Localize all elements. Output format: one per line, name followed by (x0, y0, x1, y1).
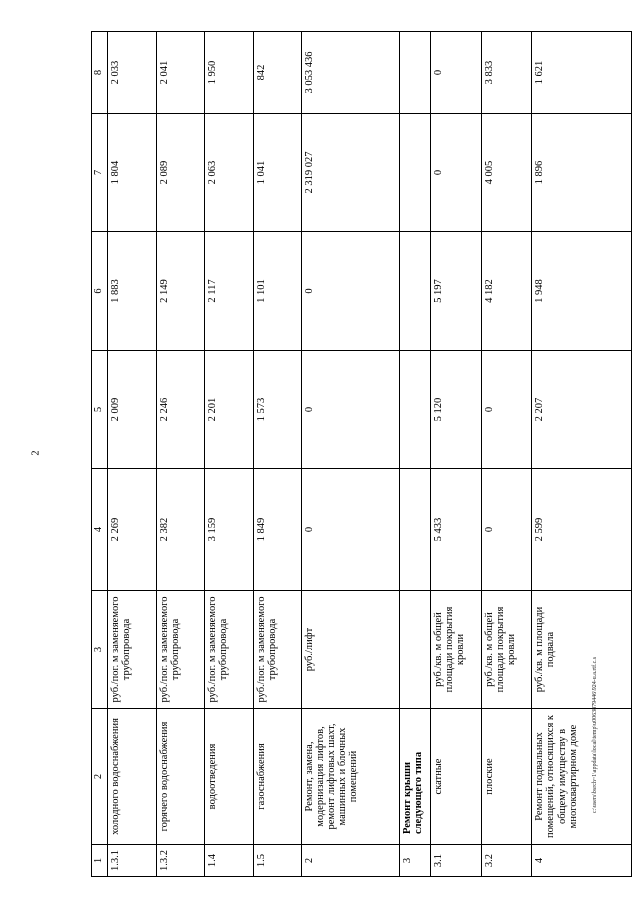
cost-value: 1 041 (253, 114, 302, 232)
unit-of-measure: руб./кв. м площади подвала (532, 591, 632, 709)
cost-value: 2 319 027 (302, 114, 399, 232)
cost-value: 2 033 (108, 32, 157, 114)
cost-value: 2 089 (156, 114, 205, 232)
cost-value: 4 005 (481, 114, 532, 232)
work-type: холодного водоснабжения (108, 709, 157, 845)
cost-value: 3 053 436 (302, 32, 399, 114)
column-number: 1 (92, 845, 108, 877)
table-row (156, 32, 205, 877)
row-number: 4 (532, 845, 632, 877)
cost-value: 2 201 (205, 351, 254, 469)
unit-of-measure: руб./кв. м общей площади покрытия кровли (430, 591, 481, 709)
cost-value: 0 (430, 32, 481, 114)
work-type: Ремонт, замена, модернизация лифтов, ремонт лифтовых шахт, машинных и блочных помещений (302, 709, 399, 845)
table-row (253, 32, 302, 877)
cost-value: 3 159 (205, 469, 254, 591)
work-type: скатные (430, 709, 481, 845)
cost-value: 1 101 (253, 232, 302, 351)
unit-of-measure: руб./пог. м заменяемого трубопровода (253, 591, 302, 709)
work-type: горячего водоснабжения (156, 709, 205, 845)
cost-value: 5 197 (430, 232, 481, 351)
cost-value: 5 120 (430, 351, 481, 469)
row-number: 1.4 (205, 845, 254, 877)
cost-value: 3 833 (481, 32, 532, 114)
unit-of-measure: руб./пог. м заменяемого трубопровода (205, 591, 254, 709)
cost-value: 0 (302, 469, 399, 591)
cost-value: 2 207 (532, 351, 632, 469)
work-type: водоотведения (205, 709, 254, 845)
work-type: Ремонт подвальных помещений, относящихся к общему имуществу в многоквартирном доме (532, 709, 632, 845)
column-number: 8 (92, 32, 108, 114)
cost-value: 2 041 (156, 32, 205, 114)
column-number: 5 (92, 351, 108, 469)
table-row (481, 32, 532, 877)
cost-value: 4 182 (481, 232, 532, 351)
work-type: плоские (481, 709, 532, 845)
cost-value: 1 621 (532, 32, 632, 114)
unit-of-measure: руб./пог. м заменяемого трубопровода (156, 591, 205, 709)
cost-value: 2 382 (156, 469, 205, 591)
cost-value (399, 232, 430, 351)
row-number: 1.3.1 (108, 845, 157, 877)
table-row (302, 32, 399, 877)
cost-value: 0 (481, 351, 532, 469)
cost-value: 1 573 (253, 351, 302, 469)
cost-value: 1 950 (205, 32, 254, 114)
cost-value: 2 149 (156, 232, 205, 351)
cost-value: 2 117 (205, 232, 254, 351)
cost-value: 1 804 (108, 114, 157, 232)
work-type: газоснабжения (253, 709, 302, 845)
cost-value: 1 883 (108, 232, 157, 351)
footer-file-path: c:\users\bsrch~1\appdata\local\temp\u0063879446\924-u.a.rtf.c.s (592, 656, 598, 814)
row-number: 3 (399, 845, 430, 877)
column-number: 4 (92, 469, 108, 591)
cost-value (399, 114, 430, 232)
table-row (108, 32, 157, 877)
table-row (205, 32, 254, 877)
column-number: 6 (92, 232, 108, 351)
cost-value: 2 269 (108, 469, 157, 591)
column-number: 3 (92, 591, 108, 709)
row-number: 3.1 (430, 845, 481, 877)
cost-value: 0 (302, 351, 399, 469)
cost-value: 2 599 (532, 469, 632, 591)
unit-of-measure: руб./пог. м заменяемого трубопровода (108, 591, 157, 709)
cost-value (399, 32, 430, 114)
column-number: 2 (92, 709, 108, 845)
row-number: 1.5 (253, 845, 302, 877)
cost-value: 5 433 (430, 469, 481, 591)
rotated-page-content (91, 32, 632, 877)
section-heading: Ремонт крыши следующего типа (399, 709, 430, 845)
row-number: 1.3.2 (156, 845, 205, 877)
cost-value: 1 948 (532, 232, 632, 351)
cost-value (399, 469, 430, 591)
cost-value: 1 896 (532, 114, 632, 232)
row-number: 3.2 (481, 845, 532, 877)
page-number: 2 (30, 450, 42, 456)
cost-value: 2 246 (156, 351, 205, 469)
cost-value: 842 (253, 32, 302, 114)
cost-value: 0 (481, 469, 532, 591)
unit-of-measure: руб./лифт (302, 591, 399, 709)
cost-value: 0 (302, 232, 399, 351)
cost-value: 1 849 (253, 469, 302, 591)
cost-value: 2 063 (205, 114, 254, 232)
cost-value: 2 009 (108, 351, 157, 469)
table-row (532, 32, 632, 877)
column-number-row (92, 32, 108, 877)
cost-value (399, 351, 430, 469)
table-row (399, 32, 430, 877)
unit-of-measure (399, 591, 430, 709)
cost-table (91, 31, 632, 877)
unit-of-measure: руб./кв. м общей площади покрытия кровли (481, 591, 532, 709)
cost-value: 0 (430, 114, 481, 232)
table-row (430, 32, 481, 877)
row-number: 2 (302, 845, 399, 877)
column-number: 7 (92, 114, 108, 232)
